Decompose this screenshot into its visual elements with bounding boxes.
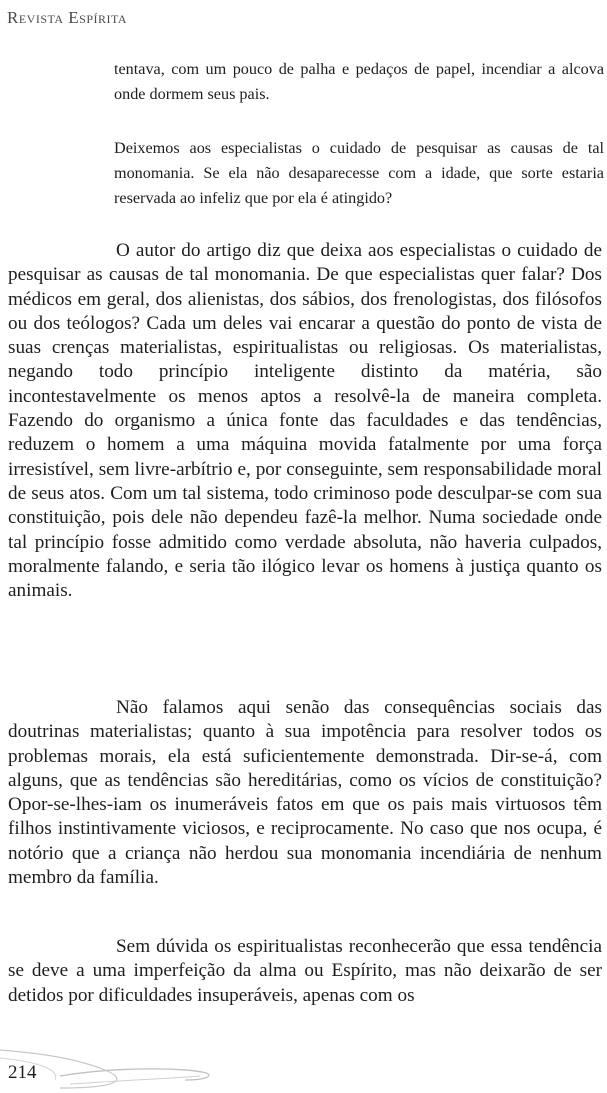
quoted-passage: Deixemos aos especialistas o cuidado de pesquisar as causas de tal monomania. Se ela não desaparecesse com a idade, que sorte estaria reservada ao infeliz que por ela é atingido?: [114, 139, 604, 207]
body-paragraph: Sem dúvida os espiritualistas reconhecerão que essa tendência se deve a uma imperfeição da alma ou Espírito, mas não deixarão de ser detidos por dificuldades insuperáveis, apenas com os: [8, 936, 602, 1006]
body-paragraph: Não falamos aqui senão das consequências sociais das doutrinas materialistas; quanto à sua impotência para resolver todos os problemas morais, ela está suficientemente demonstrada. Dir-se-á, com alguns, que as tendências são hereditárias, como os vícios de constituição? Opor-se-lhes-iam os inumeráveis fatos em que os pais mais virtuosos têm filhos instintivamente viciosos, e reciprocamente. No caso que nos ocupa, é notório que a criança não herdou sua monomania incendiária de nenhum membro da família.: [8, 697, 602, 889]
body-paragraph: O autor do artigo diz que deixa aos especialistas o cuidado de pesquisar as causas de tal monomania. De que especialistas quer falar? Dos médicos em geral, dos alienistas, dos sábios, dos frenologistas, dos filósofos ou dos teólogos? Cada um deles vai encarar a questão do ponto de vista de suas crenças materialistas, espiritualistas ou religiosas. Os materialistas, negando todo princípio inteligente distinto da matéria, são incontestavelmente os menos aptos a resolvê-la de maneira completa. Fazendo do organismo a única fonte das faculdades e das tendências, reduzem o homem a uma máquina movida fatalmente por uma força irresistível, sem livre-arbítrio e, por conseguinte, sem responsabilidade moral de seus atos. Com um tal sistema, todo criminoso pode desculpar-se com sua constituição, pois dele não dependeu fazê-la melhor. Numa sociedade onde tal princípio fosse admitido como verdade absoluta, não haveria culpados, moralmente falando, e seria tão ilógico levar os homens à justiça quanto os animais.: [8, 240, 602, 602]
running-header: Revista Espírita: [7, 8, 128, 27]
quoted-passage: tentava, com um pouco de palha e pedaços de papel, incendiar a alcova onde dormem seus pais.: [114, 60, 604, 103]
page-number: 214: [8, 1062, 37, 1083]
